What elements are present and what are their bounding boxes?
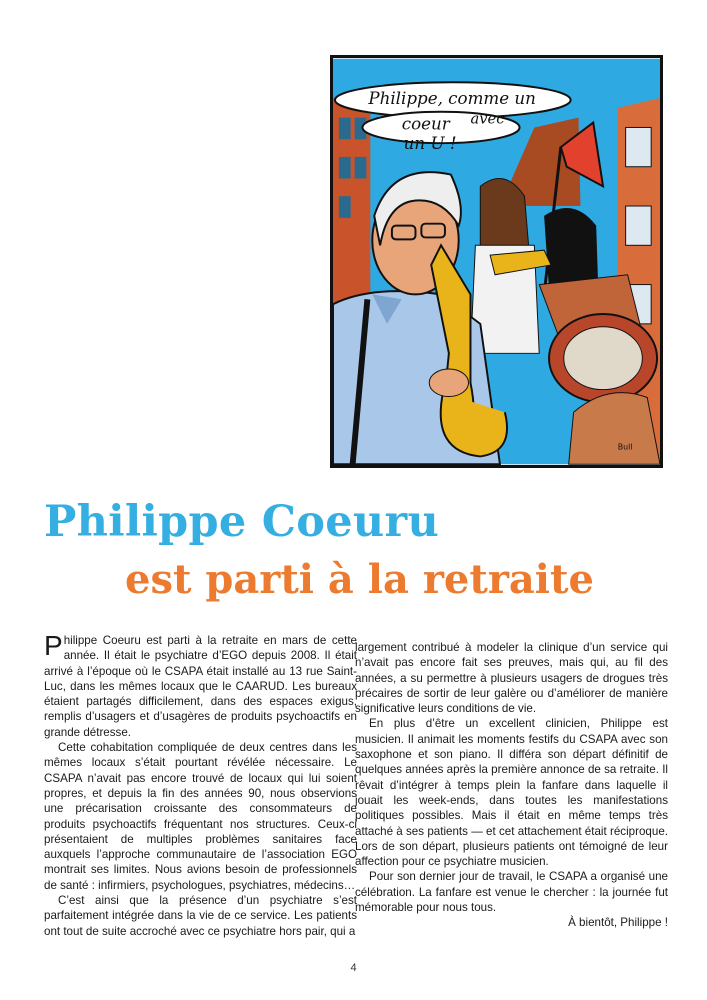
paragraph-1-text: hilippe Coeuru est parti à la retraite en mars de cette année. Il était le psychiatre d’EGO depuis 2008. Il était arrivé à l’époque où le CSAPA était installé au 13 rue Saint-Luc, dans les mêmes locaux que le CAARUD. Les bureaux étaient partagés difficilement, dans des espaces exigus, remplis d’usagers et d’usagères de produits psychoactifs en grande détresse. [44,634,357,739]
bubble-line1: Philippe, comme un [368,88,536,108]
article-column-2 [355,640,668,931]
trumpeter-hair [544,208,598,290]
drop-cap: P [44,630,63,661]
bubble-word: coeur [401,114,450,134]
paragraph-1 [44,630,357,740]
signoff: À bientôt, Philippe ! [568,916,668,930]
paragraph-3: C’est ainsi que la présence d’un psychiatre s’est parfaitement intégrée dans la vie de ce service. Les patients ont tout de suite accroché avec ce psychiatre hors pair, qui a [44,894,357,938]
title-line1: Philippe Coeuru [44,497,440,547]
bubble-line3: un U ! [403,134,457,154]
article-column-1 [44,630,357,939]
paragraph-4: En plus d’être un excellent clinicien, Philippe est musicien. Il animait les moments festifs du CSAPA avec son saxophone et son piano. Il différa son départ définitif de quelques années après la première annonce de sa retraite. Il rêvait d’intégrer à temps plein la fanfare dans laquelle il jouait les week-ends, dans toutes les manifestations politiques possibles. Mais il était en même temps très attaché à ses patients — et cet attachement était réciproque. Lors de son départ, plusieurs patients ont témoigné de leur affection pour ce psychiatre musicien. [355,717,668,869]
page-number: 4 [350,962,357,974]
paragraph-3-continued: largement contribué à modeler la clinique d’un service qui n’avait pas encore fait ses preuves, mais qui, au fil des années, a su permettre à plusieurs usagers de drogues très précaires de sortir de leur galère ou d’améliorer de manière significative leurs conditions de vie. [355,641,668,716]
title-line2: est parti à la retraite [125,556,594,603]
bubble-line2: avec [470,110,505,128]
artist-signature: Bull [617,442,633,452]
cover-illustration [330,55,663,468]
paragraph-2: Cette cohabitation compliquée de deux centres dans les mêmes locaux s’était pourtant révélée nécessaire. Le CSAPA n’avait pas encore trouvé de locaux qui lui soient propres, et depuis la fin des années 90, nous observions une précarisation croissante des consommateurs de produits psychoactifs fréquentant nos structures. Ceux-ci présentaient de multiples problèmes sanitaires face auxquels l’approche communautaire de l’association EGO montrait ses limites. Nous avions besoin de professionnels de santé : infirmiers, psychologues, psychiatres, médecins… [44,741,357,892]
paragraph-5: Pour son dernier jour de travail, le CSAPA a organisé une célébration. La fanfare est venue le chercher : la journée fut mémorable pour nous tous. [355,870,668,915]
